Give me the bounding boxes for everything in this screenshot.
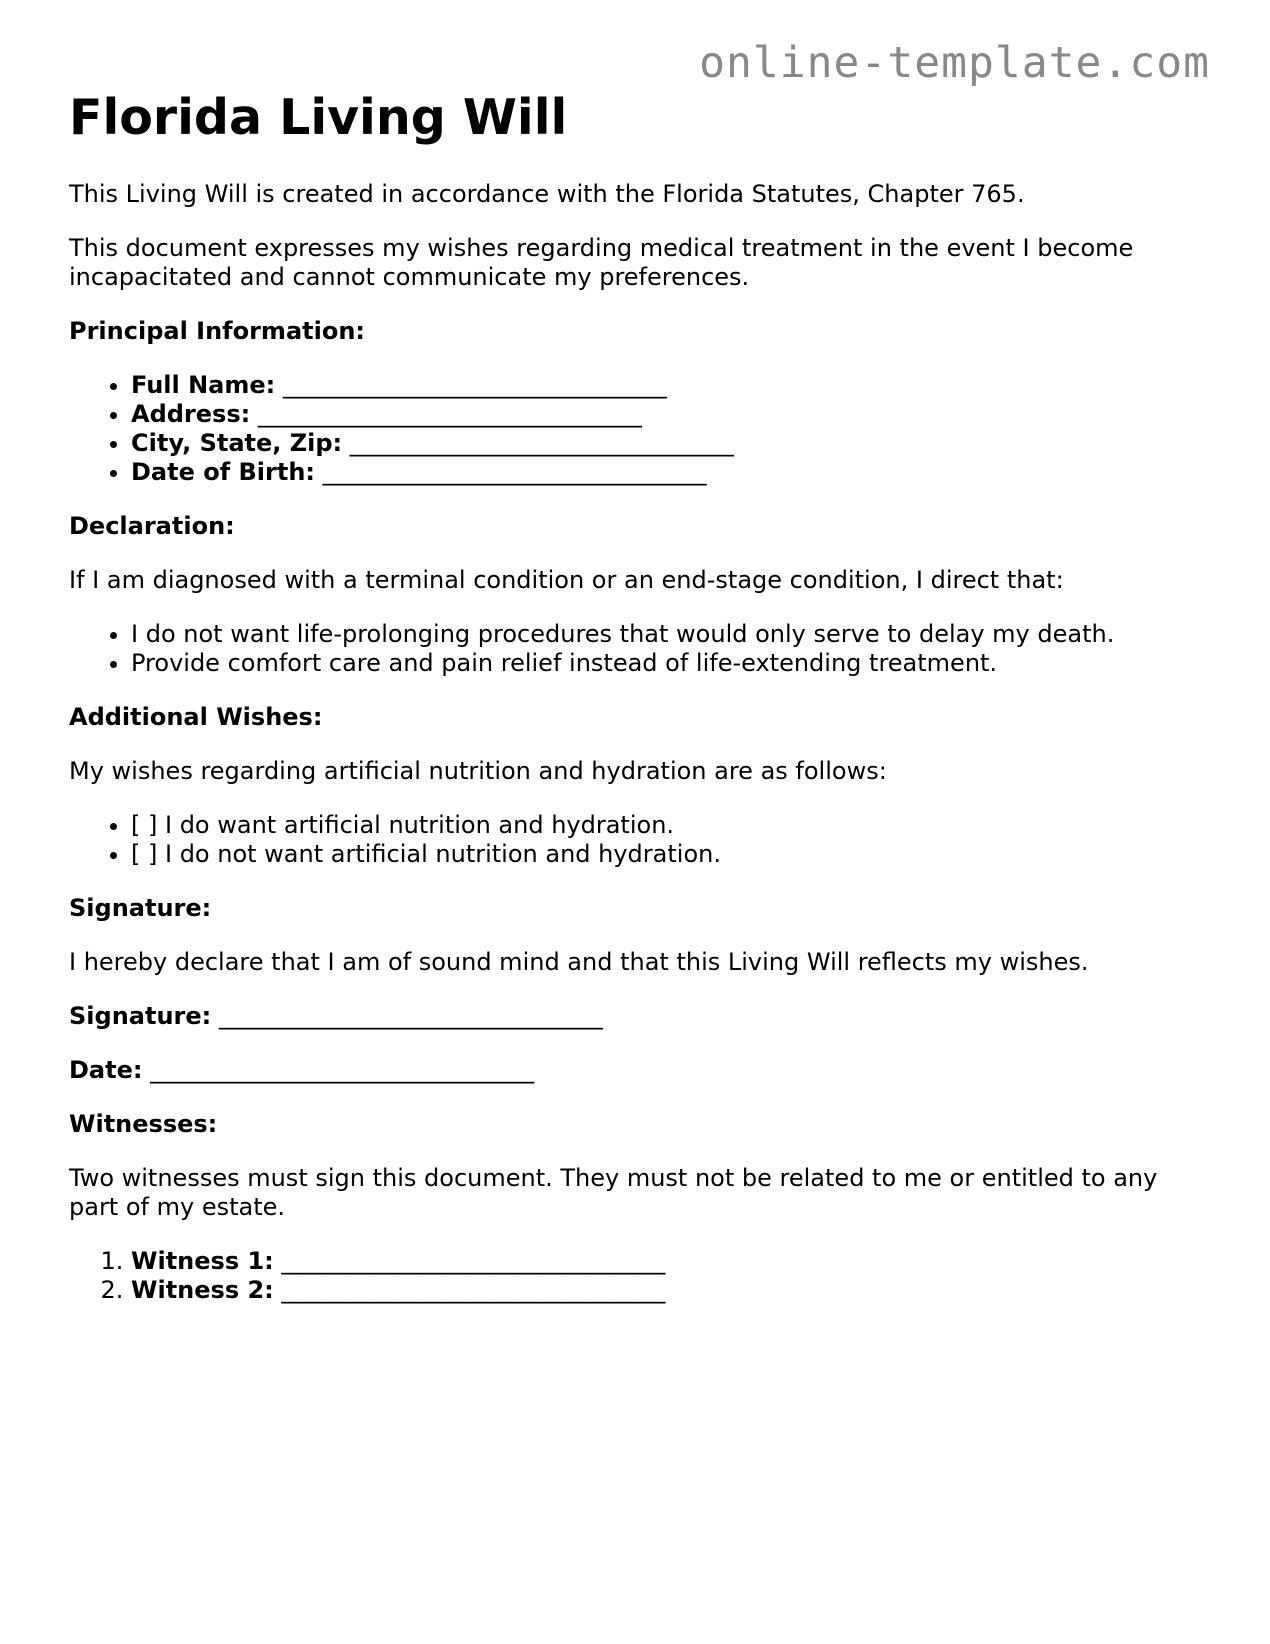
date-line <box>69 1056 1199 1085</box>
signature-heading: Signature: <box>69 894 212 922</box>
fill-in-blank: ________________________________ <box>257 400 642 428</box>
fill-in-blank: ________________________________ <box>322 458 707 486</box>
fill-in-blank: ________________________________ <box>150 1056 535 1084</box>
field-city-state-zip <box>131 429 1199 458</box>
declaration-heading: Declaration: <box>69 512 235 540</box>
fill-in-blank: ________________________________ <box>218 1002 603 1030</box>
watermark: online-template.com <box>699 38 1210 88</box>
additional-wishes-heading: Additional Wishes: <box>69 703 323 731</box>
declaration-text: If I am diagnosed with a terminal condition or an end-stage condition, I direct that: <box>69 566 1064 594</box>
checkbox-option: • [ ] I do not want artificial nutrition and hydration. <box>131 840 1199 869</box>
list-item: • Provide comfort care and pain relief instead of life-extending treatment. <box>131 649 1199 678</box>
list-item: • I do not want life-prolonging procedures that would only serve to delay my death. <box>131 620 1199 649</box>
intro-paragraph-2: This document expresses my wishes regarding medical treatment in the event I become incapacitated and cannot communicate my preferences. <box>69 234 1134 291</box>
fill-in-blank: ________________________________ <box>281 1247 666 1275</box>
additional-wishes-list <box>69 811 1199 869</box>
date-label: Date: <box>69 1056 143 1084</box>
intro-paragraph-1: This Living Will is created in accordance with the Florida Statutes, Chapter 765. <box>69 180 1025 208</box>
field-label: City, State, Zip: <box>131 429 343 457</box>
document-title: Florida Living Will <box>69 89 568 146</box>
field-label: Address: <box>131 400 251 428</box>
signature-label: Signature: <box>69 1002 212 1030</box>
fill-in-blank: ________________________________ <box>281 1276 666 1304</box>
witness-line-1 <box>131 1247 1199 1276</box>
witnesses-heading: Witnesses: <box>69 1110 218 1138</box>
principal-heading: Principal Information: <box>69 317 366 345</box>
declaration-list <box>69 620 1199 678</box>
witness-label: Witness 1: <box>131 1247 274 1275</box>
fill-in-blank: ________________________________ <box>282 371 667 399</box>
witness-line-2 <box>131 1276 1199 1305</box>
field-full-name <box>131 371 1199 400</box>
field-label: Date of Birth: <box>131 458 316 486</box>
signature-line <box>69 1002 1199 1031</box>
checkbox-option: • [ ] I do want artificial nutrition and hydration. <box>131 811 1199 840</box>
document-page <box>69 86 1199 1330</box>
field-label: Full Name: <box>131 371 276 399</box>
witnesses-list <box>69 1247 1199 1305</box>
witness-label: Witness 2: <box>131 1276 274 1304</box>
additional-wishes-text: My wishes regarding artificial nutrition and hydration are as follows: <box>69 757 887 785</box>
fill-in-blank: ________________________________ <box>349 429 734 457</box>
witnesses-text: Two witnesses must sign this document. They must not be related to me or entitled to any part of my estate. <box>69 1164 1158 1221</box>
principal-fields-list <box>69 371 1199 487</box>
signature-text: I hereby declare that I am of sound mind and that this Living Will reflects my wishes. <box>69 948 1089 976</box>
field-address <box>131 400 1199 429</box>
field-date-of-birth <box>131 458 1199 487</box>
